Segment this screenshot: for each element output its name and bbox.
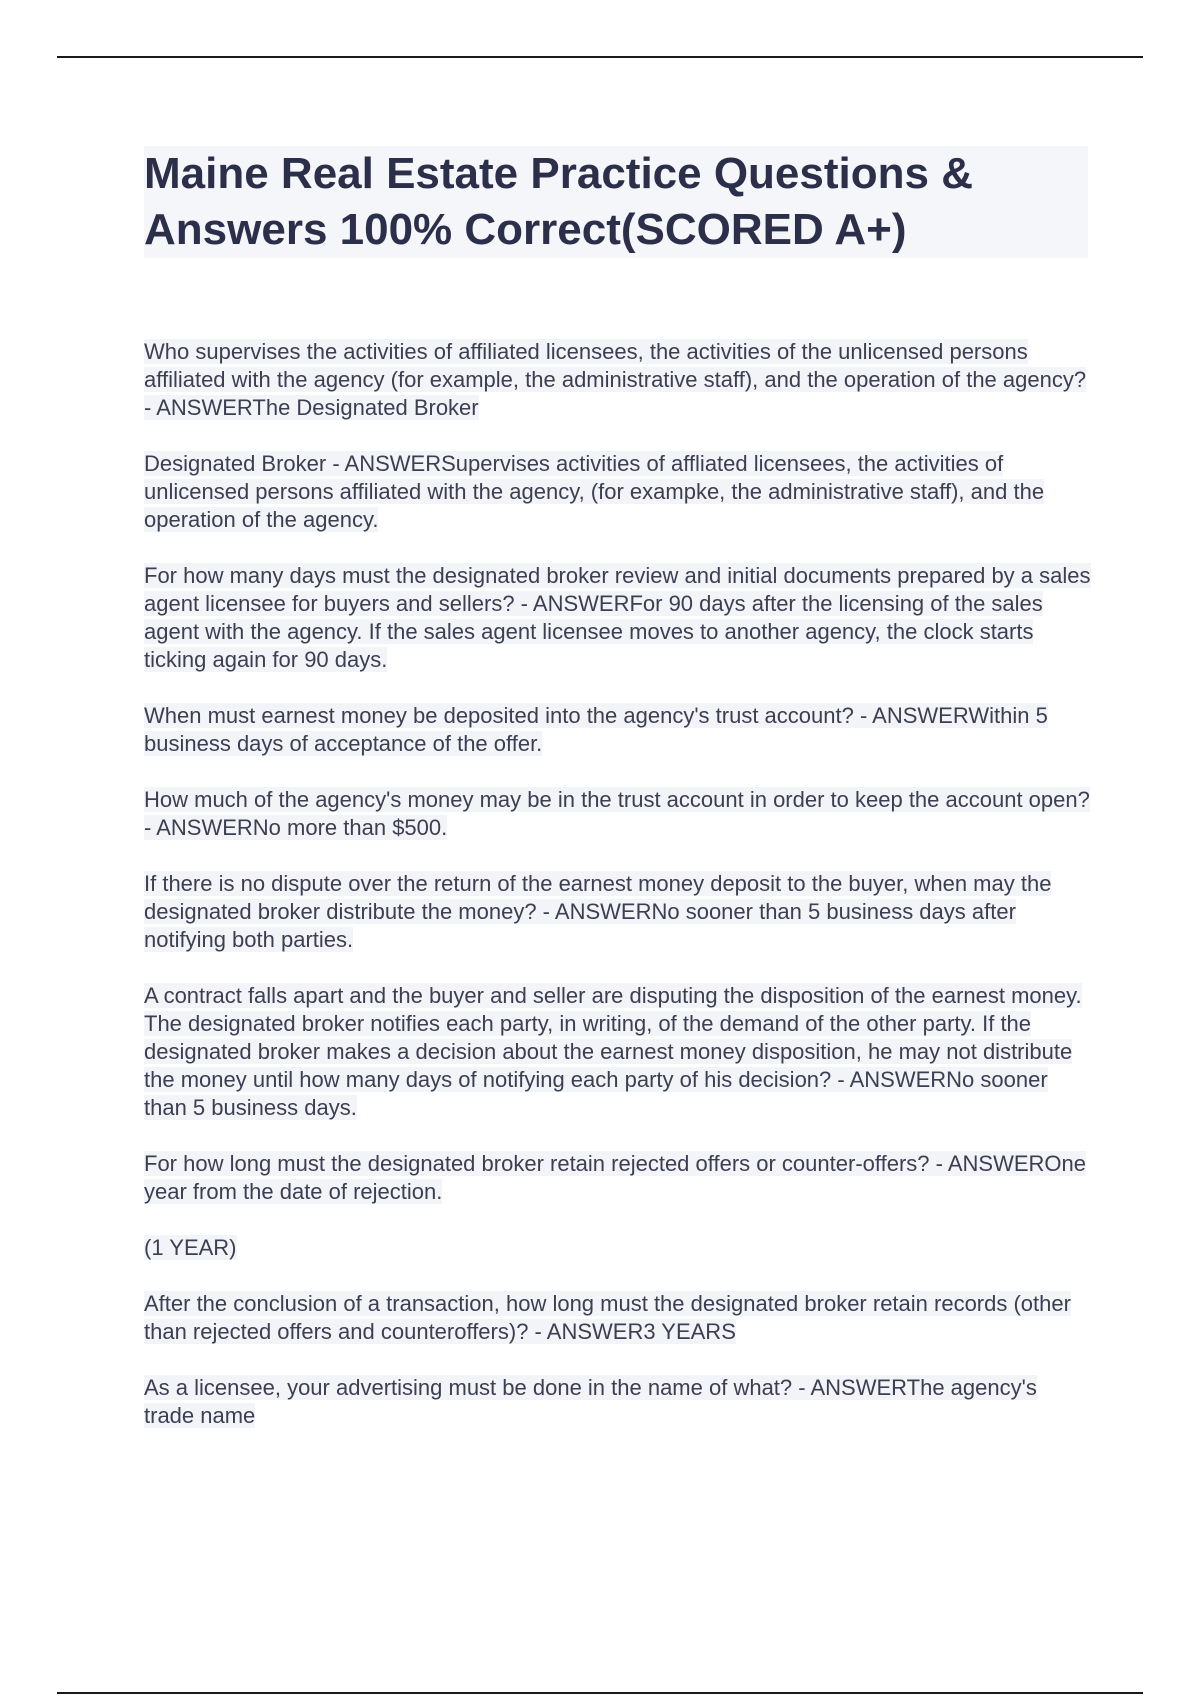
qa-content	[144, 338, 1092, 1458]
qa-paragraph-1	[144, 338, 1092, 422]
footer-rule	[57, 1692, 1143, 1694]
qa-text-1: Who supervises the activities of affiliated licensees, the activities of the unlicensed persons affiliated with the agency (for example, the administrative staff), and the operation of the agency? - ANSWERThe Designated Broker	[144, 339, 1087, 420]
qa-paragraph-9	[144, 1234, 1092, 1262]
qa-paragraph-10	[144, 1290, 1092, 1346]
qa-text-9: (1 YEAR)	[144, 1235, 237, 1260]
qa-paragraph-8	[144, 1150, 1092, 1206]
qa-paragraph-11	[144, 1374, 1092, 1430]
qa-paragraph-7	[144, 982, 1092, 1122]
qa-paragraph-3	[144, 562, 1092, 674]
page-title: Maine Real Estate Practice Questions & Answers 100% Correct(SCORED A+)	[144, 149, 973, 254]
title-block	[144, 146, 1088, 258]
qa-text-10: After the conclusion of a transaction, how long must the designated broker retain records (other than rejected offers and counteroffers)? - ANSWER3 YEARS	[144, 1291, 1071, 1344]
qa-text-6: If there is no dispute over the return of the earnest money deposit to the buyer, when may the designated broker distribute the money? - ANSWERNo sooner than 5 business days after notifying both parties.	[144, 871, 1052, 952]
header-rule	[57, 56, 1143, 58]
qa-text-8: For how long must the designated broker retain rejected offers or counter-offers? - ANSWEROne year from the date of rejection.	[144, 1151, 1086, 1204]
qa-text-2: Designated Broker - ANSWERSupervises activities of affliated licensees, the activities of unlicensed persons affiliated with the agency, (for exampke, the administrative staff), and the operation of the agency.	[144, 451, 1045, 532]
qa-paragraph-2	[144, 450, 1092, 534]
qa-paragraph-6	[144, 870, 1092, 954]
qa-text-4: When must earnest money be deposited into the agency's trust account? - ANSWERWithin 5 business days of acceptance of the offer.	[144, 703, 1048, 756]
qa-text-11: As a licensee, your advertising must be done in the name of what? - ANSWERThe agency's trade name	[144, 1375, 1037, 1428]
qa-paragraph-5	[144, 786, 1092, 842]
qa-text-7: A contract falls apart and the buyer and seller are disputing the disposition of the earnest money. The designated broker notifies each party, in writing, of the demand of the other party. If the designated broker makes a decision about the earnest money disposition, he may not distribute the money until how many days of notifying each party of his decision? - ANSWERNo sooner than 5 business days.	[144, 983, 1082, 1120]
qa-text-3: For how many days must the designated broker review and initial documents prepared by a sales agent licensee for buyers and sellers? - ANSWERFor 90 days after the licensing of the sales agent with the agency. If the sales agent licensee moves to another agency, the clock starts ticking again for 90 days.	[144, 563, 1091, 672]
qa-paragraph-4	[144, 702, 1092, 758]
qa-text-5: How much of the agency's money may be in the trust account in order to keep the account open? - ANSWERNo more than $500.	[144, 787, 1090, 840]
